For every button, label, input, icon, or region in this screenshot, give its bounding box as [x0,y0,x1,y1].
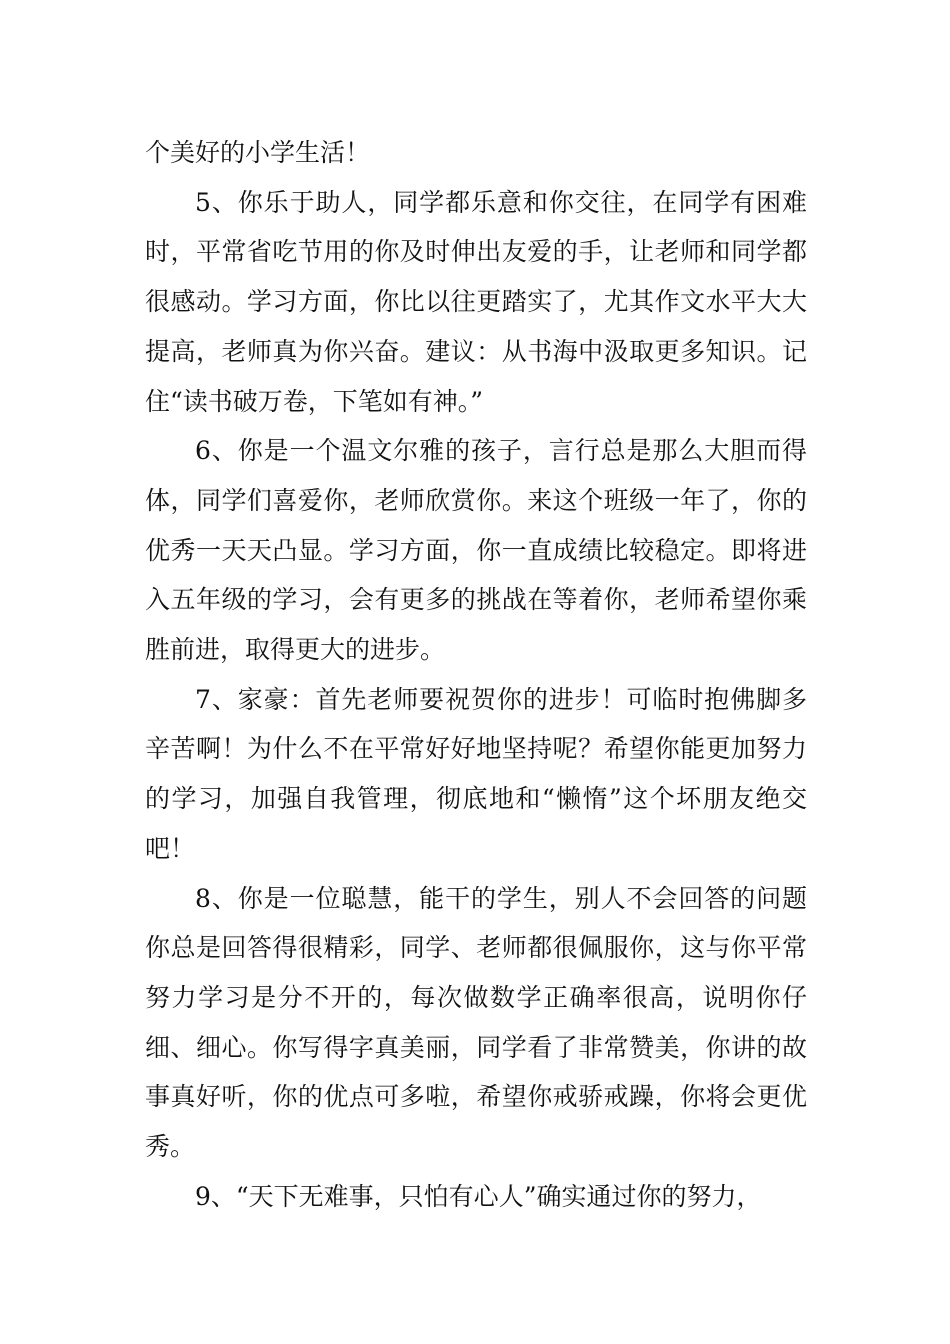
paragraph-comment-8: 8、你是一位聪慧，能干的学生，别人不会回答的问题你总是回答得很精彩，同学、老师都很佩服你，这与你平常努力学习是分不开的，每次做数学正确率很高，说明你仔细、细心。你写得字真美丽，同学看了非常赞美，你讲的故事真好听，你的优点可多啦，希望你戒骄戒躁，你将会更优秀。 [145,883,807,1162]
paragraph-comment-7: 7、家豪：首先老师要祝贺你的进步！可临时抱佛脚多辛苦啊！为什么不在平常好好地坚持呢？希望你能更加努力的学习，加强自我管理，彻底地和“懒惰”这个坏朋友绝交吧！ [145,684,807,863]
document-body [145,128,807,1221]
paragraph-comment-6: 6、你是一个温文尔雅的孩子，言行总是那么大胆而得体，同学们喜爱你，老师欣赏你。来这个班级一年了，你的优秀一天天凸显。学习方面，你一直成绩比较稳定。即将进入五年级的学习，会有更多的挑战在等着你，老师希望你乘胜前进，取得更大的进步。 [145,436,807,665]
paragraph-comment-5: 5、你乐于助人，同学都乐意和你交往，在同学有困难时，平常省吃节用的你及时伸出友爱的手，让老师和同学都很感动。学习方面，你比以往更踏实了，尤其作文水平大大提高，老师真为你兴奋。建议：从书海中汲取更多知识。记住“读书破万卷，下笔如有神。” [145,187,807,416]
paragraph-continuation: 个美好的小学生活！ [145,138,371,167]
paragraph-comment-9: 9、“天下无难事，只怕有心人”确实通过你的努力， [195,1181,762,1211]
